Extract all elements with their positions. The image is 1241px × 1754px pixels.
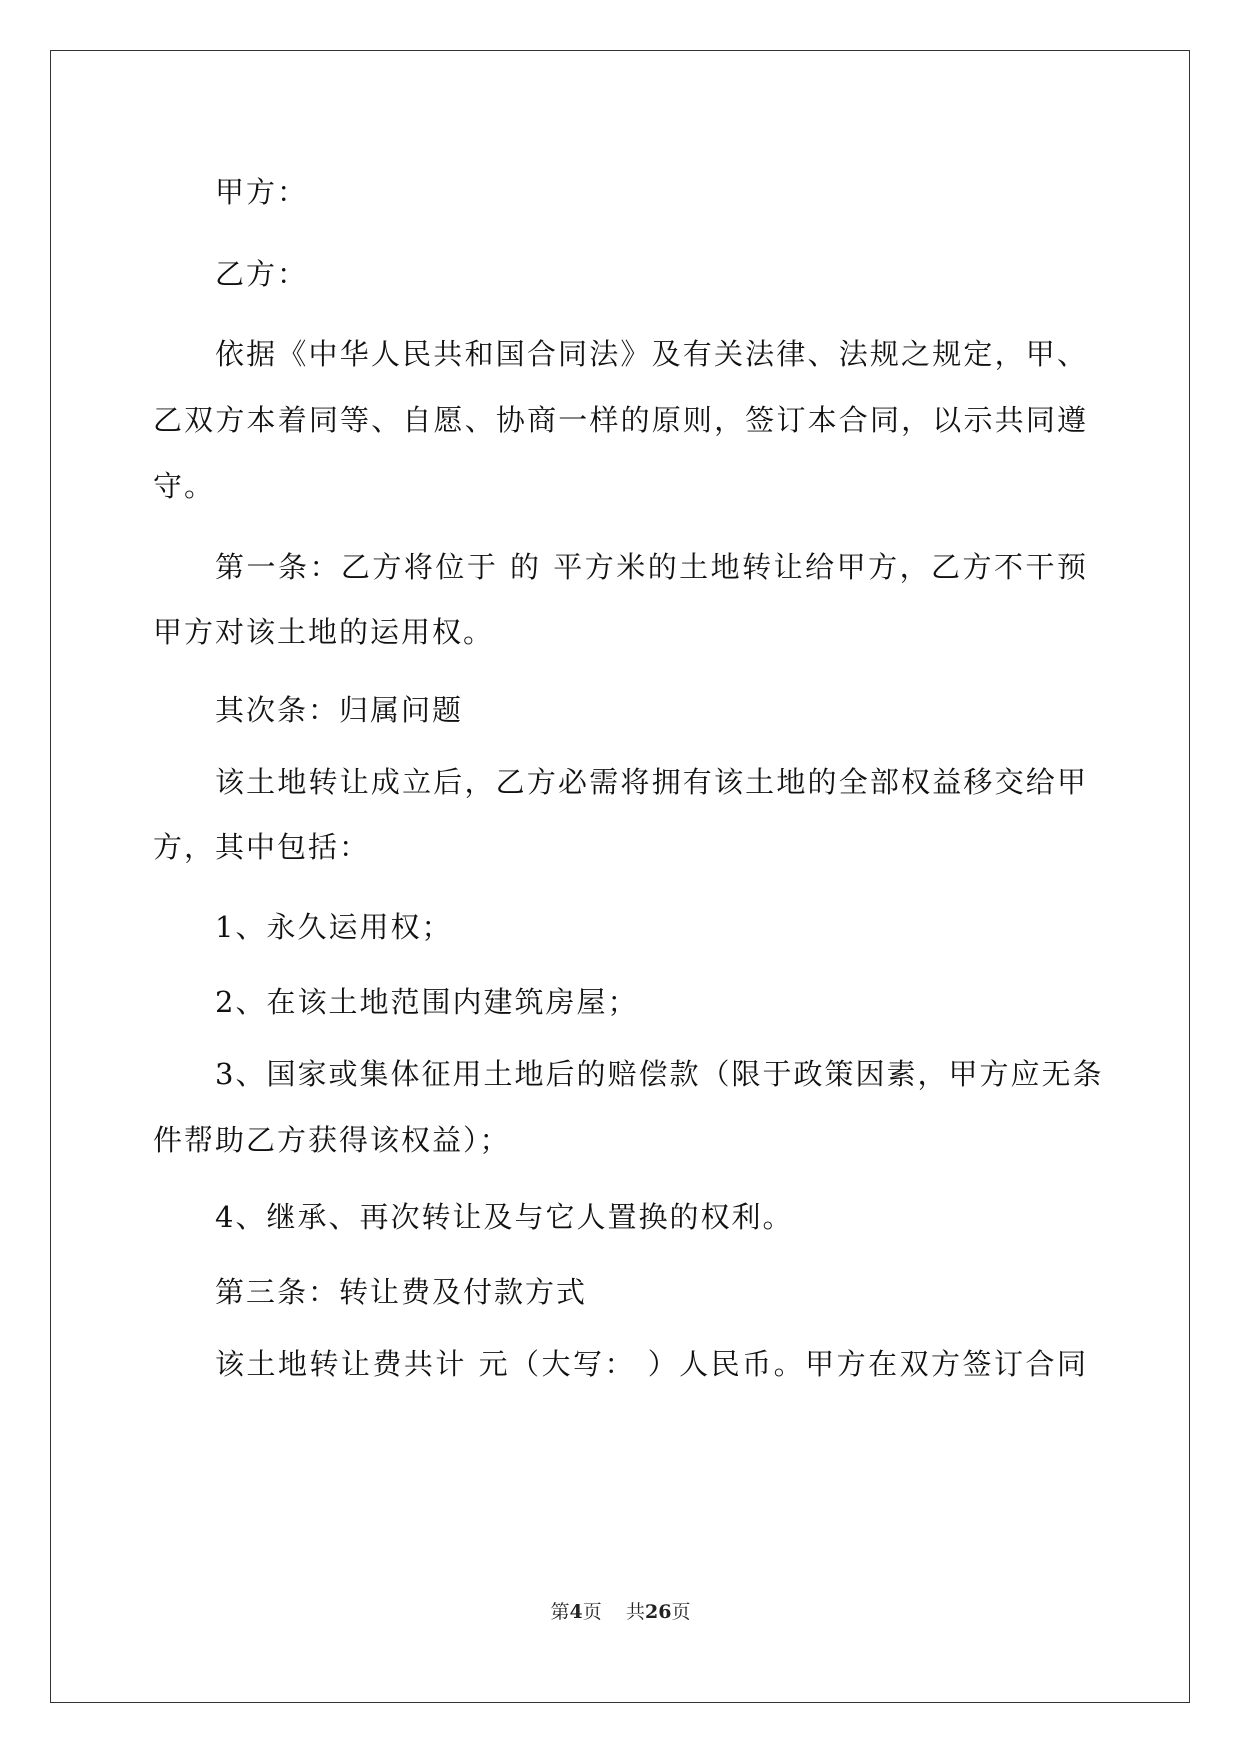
- list-item-1: 1、永久运用权；: [215, 910, 453, 944]
- article-3-heading: 第三条：转让费及付款方式: [215, 1275, 588, 1309]
- footer-total-prefix: 共: [625, 1601, 645, 1623]
- footer-total-pages: 26: [644, 1601, 672, 1623]
- party-b-line: 乙方：: [215, 257, 309, 291]
- page-border: [50, 50, 1190, 1703]
- footer-page-suffix: 页: [582, 1601, 602, 1623]
- preamble-line-1: 依据《中华人民共和国合同法》及有关法律、法规之规定，甲、: [215, 337, 1088, 371]
- party-a-line: 甲方：: [215, 175, 309, 209]
- page-footer: [0, 1600, 1241, 1624]
- footer-page-number: 4: [569, 1601, 583, 1623]
- article-3-line-1: 该土地转让费共计 元（大写： ）人民币。甲方在双方签订合同: [215, 1347, 1088, 1381]
- footer-total-suffix: 页: [671, 1601, 691, 1623]
- article-2-line-1: 该土地转让成立后，乙方必需将拥有该土地的全部权益移交给甲: [215, 765, 1088, 799]
- article-2-heading: 其次条：归属问题: [215, 693, 464, 727]
- article-1-line-2: 甲方对该土地的运用权。: [153, 615, 495, 649]
- preamble-line-3: 守。: [153, 469, 216, 503]
- list-item-3-line-1: 3、国家或集体征用土地后的赔偿款（限于政策因素，甲方应无条: [215, 1057, 1104, 1091]
- preamble-line-2: 乙双方本着同等、自愿、协商一样的原则，签订本合同，以示共同遵: [153, 403, 1088, 437]
- article-1-line-1: 第一条：乙方将位于 的 平方米的土地转让给甲方，乙方不干预: [215, 550, 1088, 584]
- list-item-3-line-2: 件帮助乙方获得该权益）；: [153, 1123, 511, 1157]
- list-item-4: 4、继承、再次转让及与它人置换的权利。: [215, 1200, 794, 1234]
- footer-prefix: 第: [550, 1601, 570, 1623]
- list-item-2: 2、在该土地范围内建筑房屋；: [215, 985, 639, 1019]
- article-2-line-2: 方，其中包括：: [153, 830, 371, 864]
